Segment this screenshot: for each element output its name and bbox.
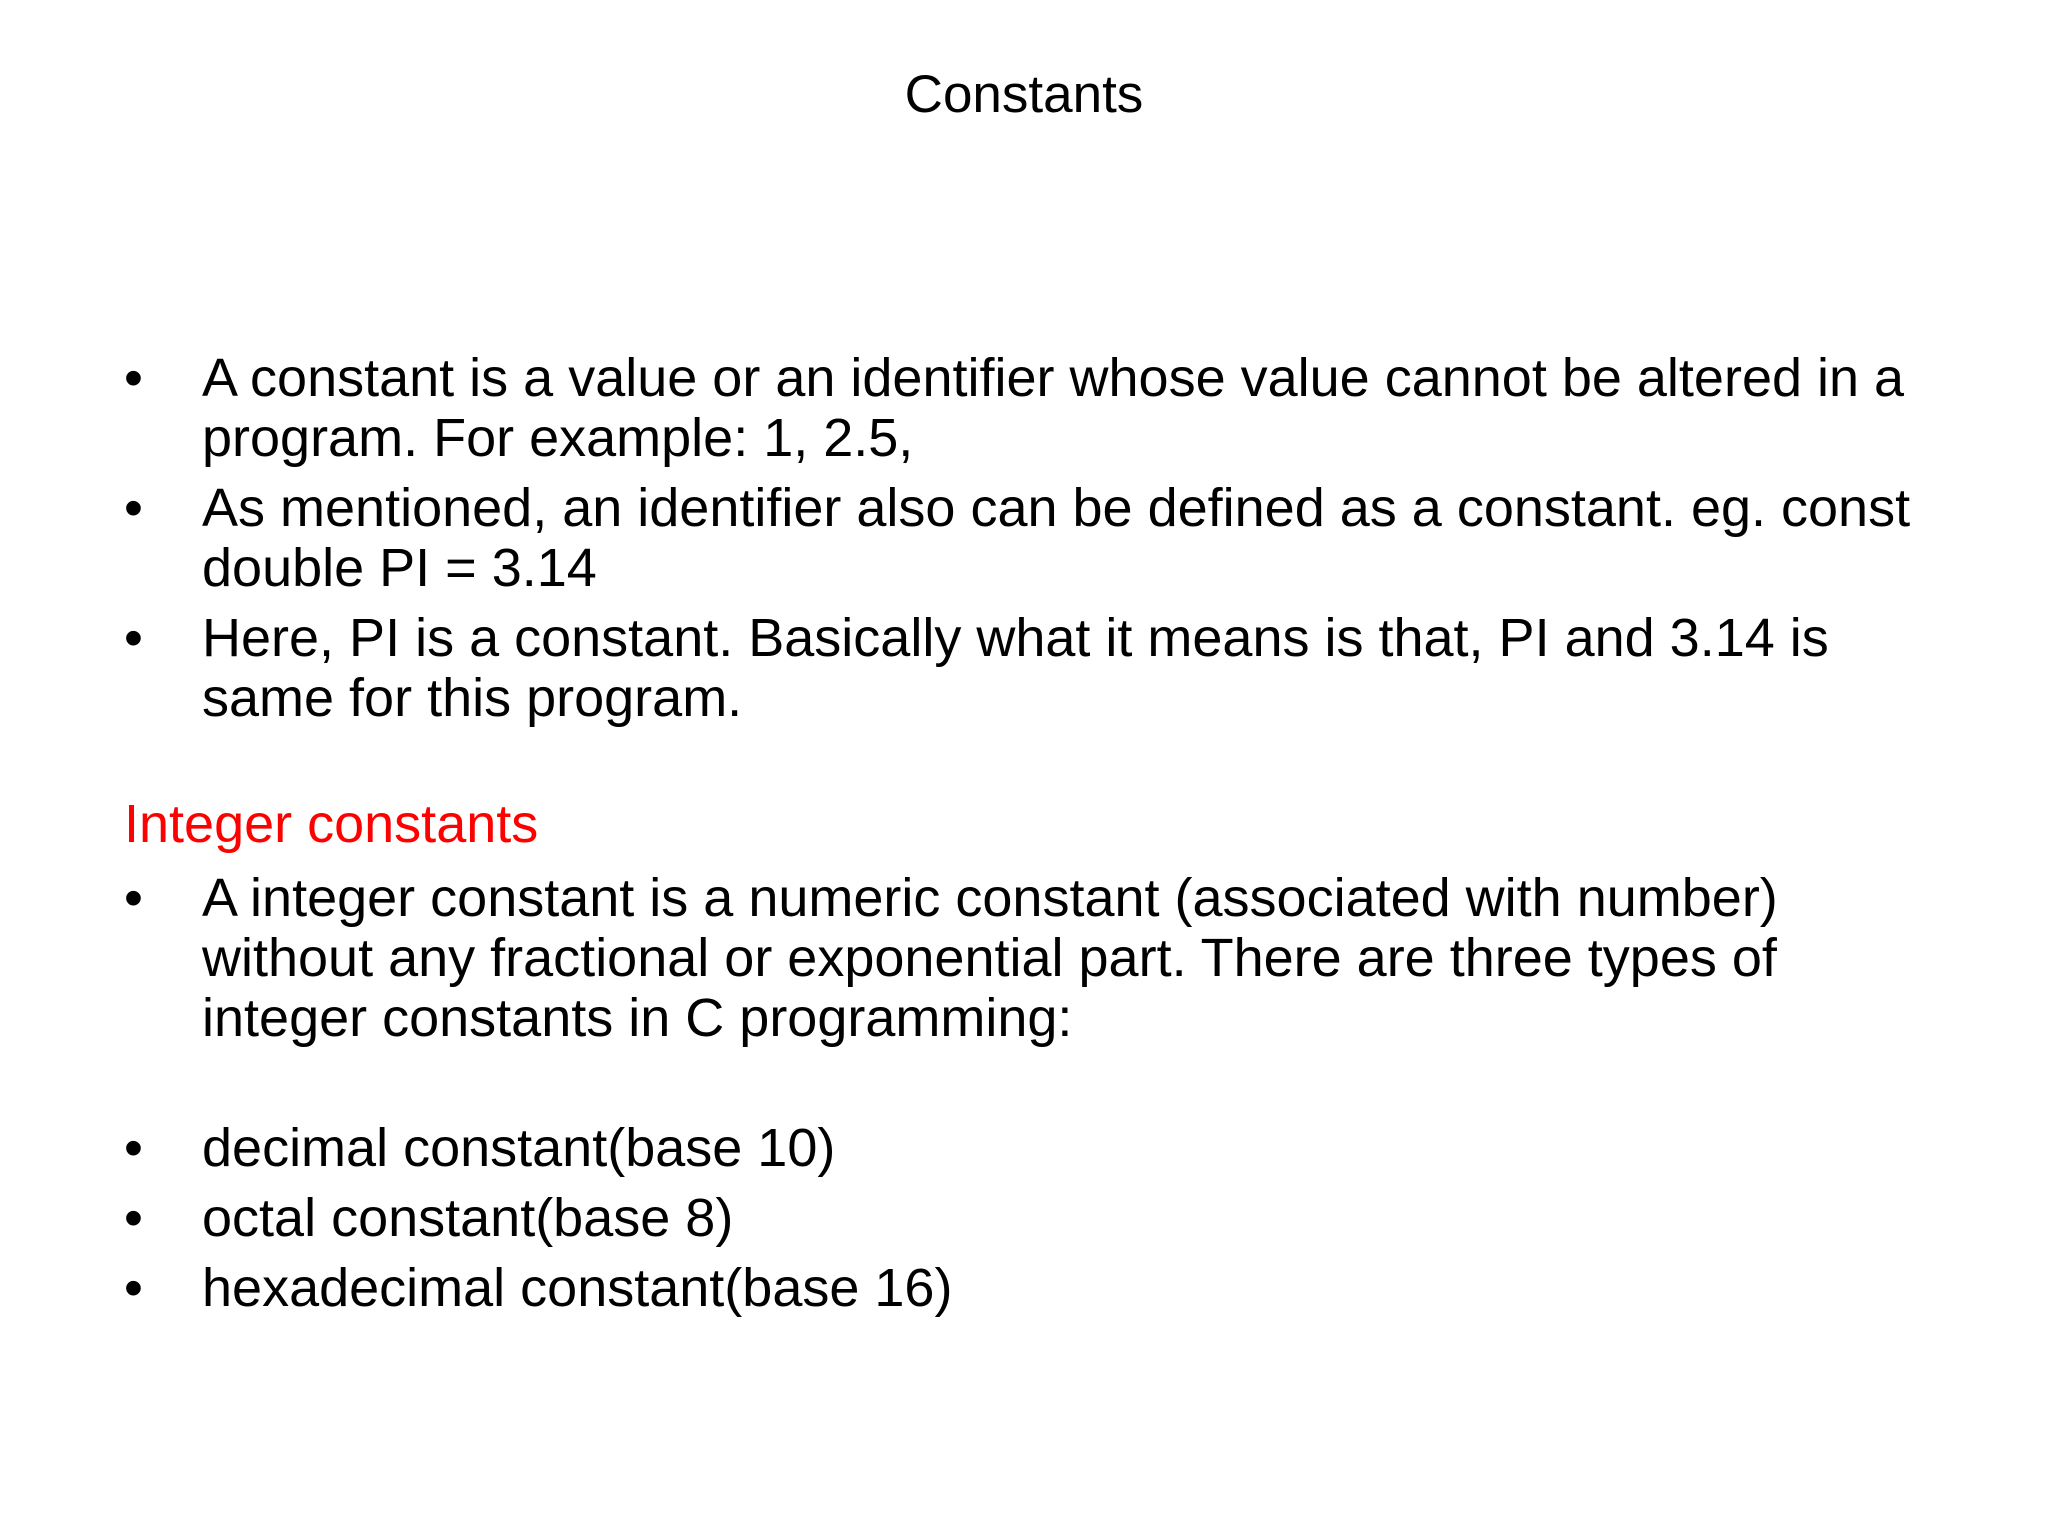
intro-bullet-list (124, 348, 1934, 728)
bullet-icon: • (124, 1258, 143, 1318)
list-item (124, 608, 1934, 728)
bullet-text: A constant is a value or an identifier whose value cannot be altered in a program. For example: 1, 2.5, (202, 348, 1905, 468)
bullet-icon: • (124, 348, 143, 408)
list-item (124, 1188, 1934, 1248)
list-item (124, 348, 1934, 468)
bullet-text: Here, PI is a constant. Basically what it means is that, PI and 3.14 is same for this program. (202, 608, 1829, 728)
spacer (124, 1058, 1934, 1118)
bullet-text: As mentioned, an identifier also can be defined as a constant. eg. const double PI = 3.14 (202, 478, 1911, 598)
bullet-text: decimal constant(base 10) (202, 1118, 836, 1178)
bullet-icon: • (124, 1188, 143, 1248)
slide-title: Constants (904, 65, 1144, 124)
list-item (124, 1118, 1934, 1178)
bullet-text: octal constant(base 8) (202, 1188, 734, 1248)
list-item (124, 478, 1934, 598)
section-bullet-list (124, 868, 1934, 1048)
bullet-icon: • (124, 608, 143, 668)
bullet-text: A integer constant is a numeric constant (associated with number) without any fractional or exponential part. There are three types of integer constants in C programming: (202, 868, 1778, 1048)
bullet-text: hexadecimal constant(base 16) (202, 1258, 953, 1318)
slide-body (124, 348, 1934, 1328)
section-heading: Integer constants (124, 794, 539, 854)
bullet-icon: • (124, 478, 143, 538)
bullet-icon: • (124, 1118, 143, 1178)
bullet-icon: • (124, 868, 143, 928)
list-item (124, 1258, 1934, 1318)
integer-types-list (124, 1118, 1934, 1318)
list-item (124, 868, 1934, 1048)
